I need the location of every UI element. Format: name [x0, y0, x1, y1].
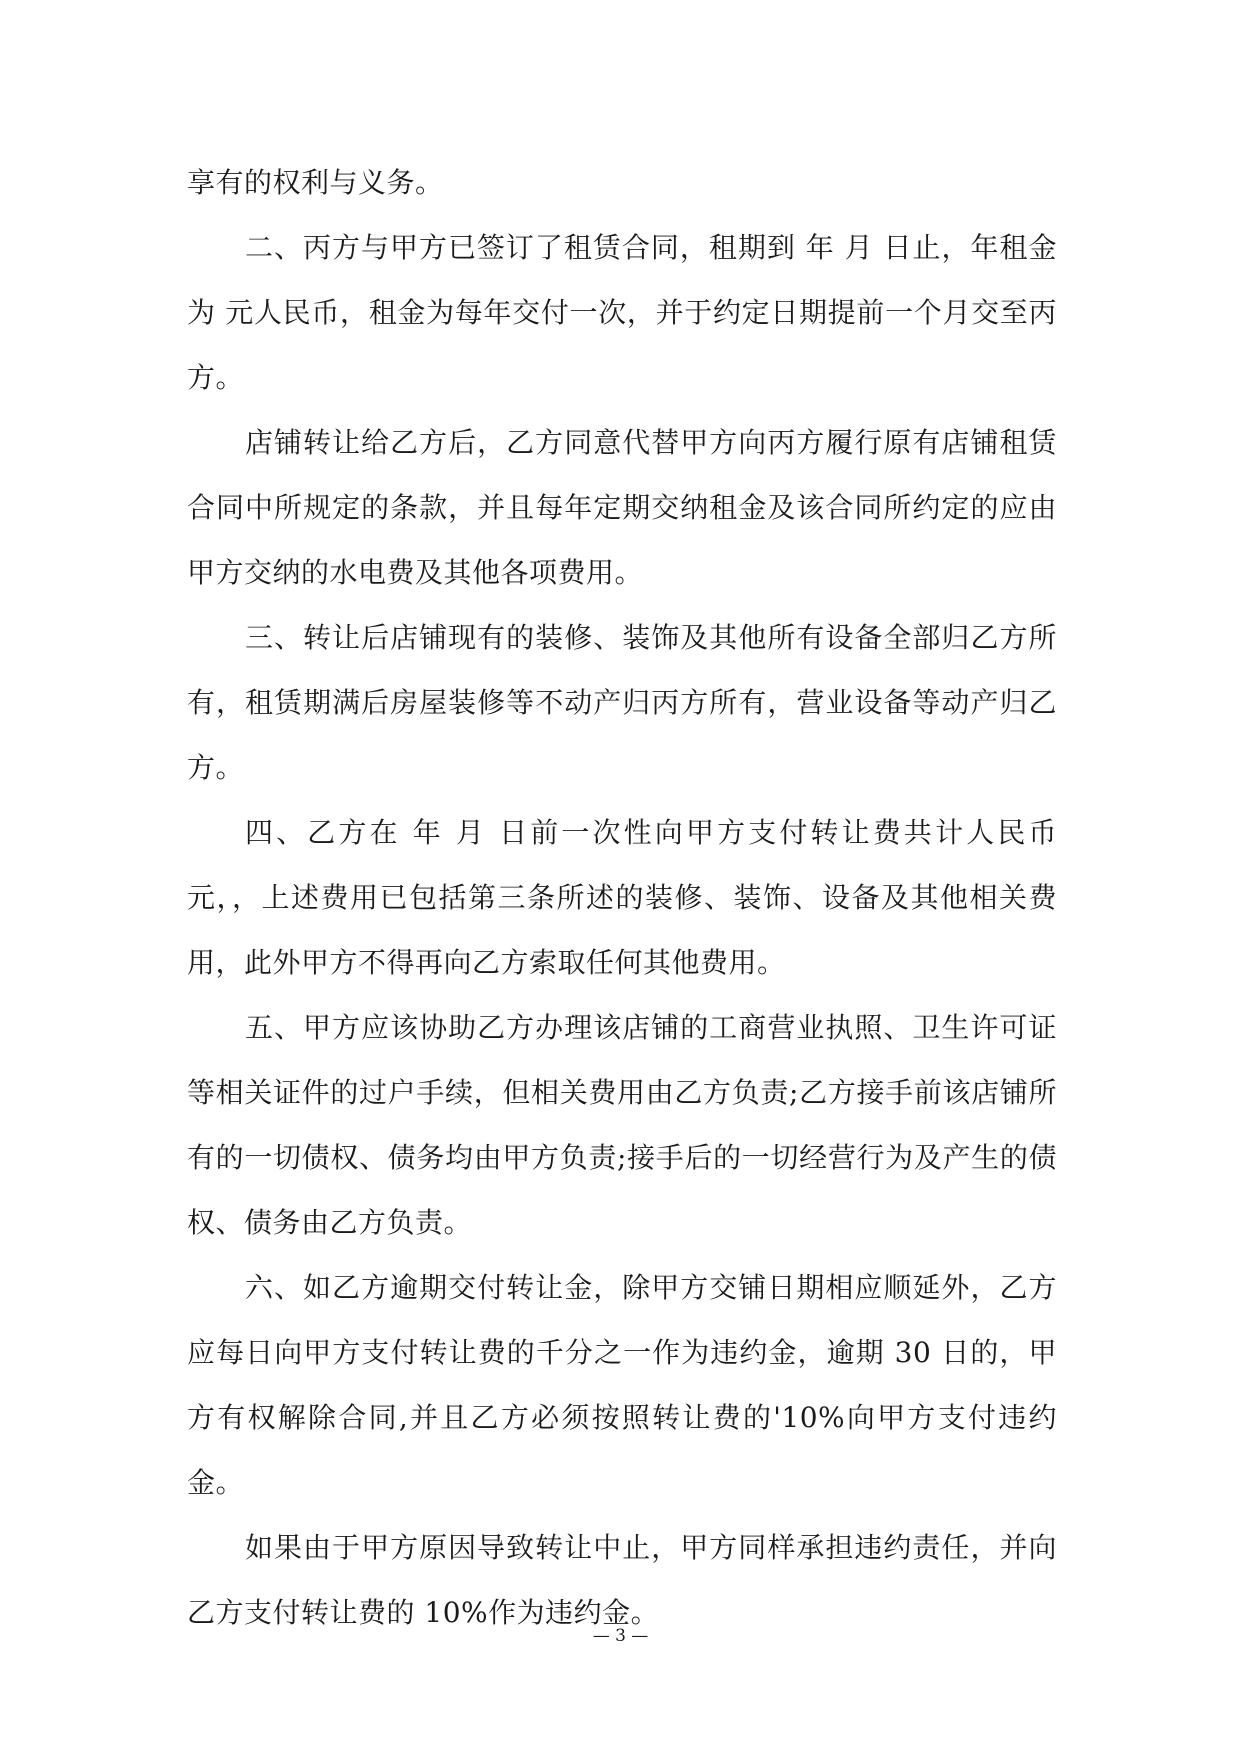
paragraph-clause-6: 六、如乙方逾期交付转让金，除甲方交铺日期相应顺延外，乙方应每日向甲方支付转让费的千分之一作为违约金，逾期 30 日的，甲方有权解除合同,并且乙方必须按照转让费的'10%向甲方支付违约金。 [187, 1271, 1057, 1499]
paragraph-clause-4: 四、乙方在 年 月 日前一次性向甲方支付转让费共计人民币元，，上述费用已包括第三条所述的装修、装饰、设备及其他相关费用，此外甲方不得再向乙方索取任何其他费用。 [187, 816, 1057, 979]
paragraph-clause-2: 二、丙方与甲方已签订了租赁合同，租期到 年 月 日止，年租金为 元人民币，租金为每年交付一次，并于约定日期提前一个月交至丙方。 [187, 231, 1057, 394]
paragraph-continuation: 享有的权利与义务。 [187, 166, 444, 199]
paragraph-clause-3: 三、转让后店铺现有的装修、装饰及其他所有设备全部归乙方所有，租赁期满后房屋装修等不动产归丙方所有，营业设备等动产归乙方。 [187, 621, 1057, 784]
page-number: — 3 — [592, 1626, 649, 1646]
paragraph-clause-5: 五、甲方应该协助乙方办理该店铺的工商营业执照、卫生许可证等相关证件的过户手续，但相关费用由乙方负责;乙方接手前该店铺所有的一切债权、债务均由甲方负责;接手后的一切经营行为及产生的债权、债务由乙方负责。 [187, 1011, 1057, 1239]
document-body [187, 150, 1057, 1645]
paragraph-clause-2-transfer: 店铺转让给乙方后，乙方同意代替甲方向丙方履行原有店铺租赁合同中所规定的条款，并且每年定期交纳租金及该合同所约定的应由甲方交纳的水电费及其他各项费用。 [187, 426, 1057, 589]
paragraph-clause-6-breach: 如果由于甲方原因导致转让中止，甲方同样承担违约责任，并向乙方支付转让费的 10%作为违约金。 [187, 1531, 1057, 1629]
